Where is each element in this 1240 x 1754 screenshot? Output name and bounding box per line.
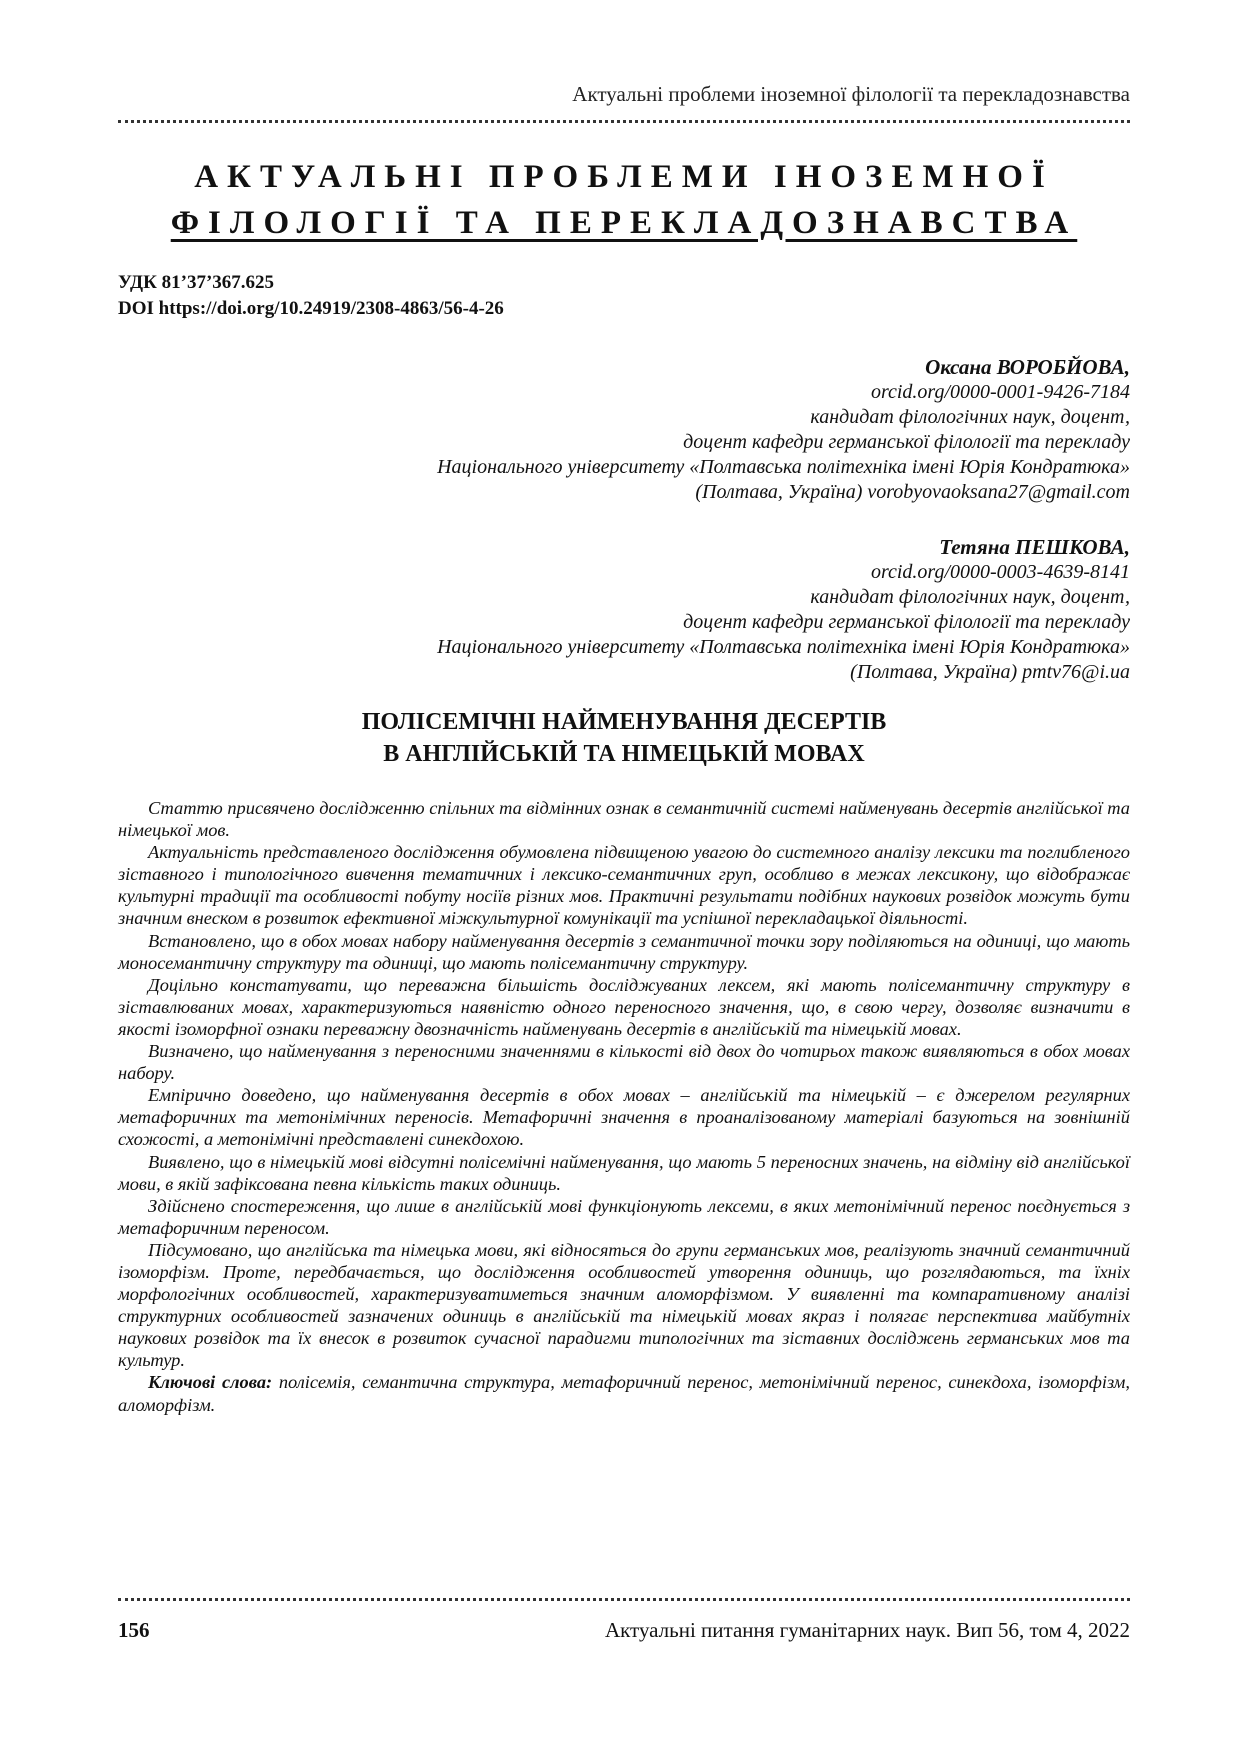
author-position: доцент кафедри германської філології та перекладу xyxy=(683,611,1130,633)
abstract-paragraph: Актуальність представленого дослідження обумовлена підвищеною увагою до системного аналізу лексики та поглибленого зіставного і типологічного вивчення тематичних і лексико-семантичних груп, особливо в межах лексикону, що відображає культурні традиції та особливості побуту носіїв різних мов. Практичні результати подібних наукових розвідок можуть бути значним внеском в розвиток ефективної міжкультурної комунікації та успішної перекладацької діяльності. xyxy=(118,842,1130,929)
udc-code: УДК 81’37’367.625 xyxy=(118,272,275,293)
author-block-2 xyxy=(437,535,1130,685)
author-university: Національного університету «Полтавська політехніка імені Юрія Кондратюка» xyxy=(437,636,1130,658)
keywords-list: полісемія, семантична структура, метафоричний перенос, метонімічний перенос, синекдоха, ізоморфізм, аломорфізм. xyxy=(118,1372,1131,1415)
author-university: Національного університету «Полтавська політехніка імені Юрія Кондратюка» xyxy=(437,456,1130,478)
abstract-paragraph: Доцільно констатувати, що переважна більшість досліджуваних лексем, які мають полісемантичну структуру в зіставлюваних мовах, характеризуються наявністю одного переносного значення, що, в свою чергу, дозволяє визначити в якості ізоморфної ознаки переважну двозначність найменувань десертів в англійській та німецькій мовах. xyxy=(118,974,1130,1039)
abstract-paragraph: Визначено, що найменування з переносними значеннями в кількості від двох до чотирьох також виявляються в обох мовах набору. xyxy=(118,1041,1130,1084)
author-position: доцент кафедри германської філології та перекладу xyxy=(683,431,1130,453)
doi-link[interactable]: DOI https://doi.org/10.24919/2308-4863/56-4-26 xyxy=(118,298,504,319)
author-degree: кандидат філологічних наук, доцент, xyxy=(810,586,1130,608)
author-name: Тетяна ПЕШКОВА, xyxy=(939,535,1130,559)
page-number: 156 xyxy=(118,1618,150,1642)
keywords-label: Ключові слова: xyxy=(148,1372,273,1393)
author-location-email: (Полтава, Україна) vorobyovaoksana27@gmail.com xyxy=(695,481,1130,503)
author-block-1 xyxy=(437,355,1130,505)
author-location-email: (Полтава, Україна) pmtv76@i.ua xyxy=(850,661,1130,683)
article-title-line2: В АНГЛІЙСЬКІЙ ТА НІМЕЦЬКІЙ МОВАХ xyxy=(383,741,865,767)
abstract-paragraph: Виявлено, що в німецькій мові відсутні полісемічні найменування, що мають 5 переносних значень, на відміну від англійської мови, в якій зафіксована певна кількість таких одиниць. xyxy=(118,1151,1130,1194)
section-title-line1: АКТУАЛЬНІ ПРОБЛЕМИ ІНОЗЕМНОЇ xyxy=(194,159,1054,195)
author-name: Оксана ВОРОБЙОВА, xyxy=(925,355,1130,379)
article-title-line1: ПОЛІСЕМІЧНІ НАЙМЕНУВАННЯ ДЕСЕРТІВ xyxy=(361,709,887,735)
section-title-line2: ФІЛОЛОГІЇ ТА ПЕРЕКЛАДОЗНАВСТВА xyxy=(170,205,1078,241)
abstract-paragraph: Підсумовано, що англійська та німецька мови, які відносяться до групи германських мов, реалізують значний семантичний ізоморфізм. Проте, передбачається, що дослідження особливостей утворення одиниць, що розглядаються, та їхніх морфологічних особливостей, характеризуватиметься значним аломорфізмом. У виявленні та компаративному аналізі структурних особливостей зазначених одиниць в англійській та німецькій мовах якраз і полягає перспектива майбутніх наукових розвідок та їх внесок в розвиток сучасної парадигми типологічних та зіставних досліджень германських мов та культур. xyxy=(118,1239,1130,1371)
abstract-paragraph: Статтю присвячено дослідженню спільних та відмінних ознак в семантичній системі найменувань десертів англійської та німецької мов. xyxy=(118,798,1130,841)
running-head: Актуальні проблеми іноземної філології та перекладознавства xyxy=(572,82,1130,106)
article-meta xyxy=(118,270,504,322)
footer-divider xyxy=(118,1598,1130,1601)
header-divider xyxy=(118,120,1130,123)
article-title xyxy=(118,706,1130,770)
abstract-paragraph: Емпірично доведено, що найменування десертів в обох мовах – англійській та німецькій – є джерелом регулярних метафоричних та метонімічних переносів. Метафоричні значення в проаналізованому матеріалі базуються на зовнішній схожості, а метонімічні представлені синекдохою. xyxy=(118,1085,1130,1150)
author-orcid[interactable]: orcid.org/0000-0003-4639-8141 xyxy=(870,561,1130,583)
section-title xyxy=(118,154,1130,246)
abstract xyxy=(118,797,1130,1416)
keywords xyxy=(118,1371,1130,1415)
journal-info: Актуальні питання гуманітарних наук. Вип 56, том 4, 2022 xyxy=(604,1618,1130,1642)
author-orcid[interactable]: orcid.org/0000-0001-9426-7184 xyxy=(870,381,1130,403)
abstract-paragraph: Здійснено спостереження, що лише в англійській мові функціонують лексеми, в яких метонімічний перенос поєднується з метафоричним переносом. xyxy=(118,1195,1130,1238)
abstract-paragraph: Встановлено, що в обох мовах набору найменування десертів з семантичної точки зору поділяються на одиниці, що мають моносемантичну структуру та одиниці, що мають полісемантичну структуру. xyxy=(118,930,1130,973)
author-degree: кандидат філологічних наук, доцент, xyxy=(810,406,1130,428)
